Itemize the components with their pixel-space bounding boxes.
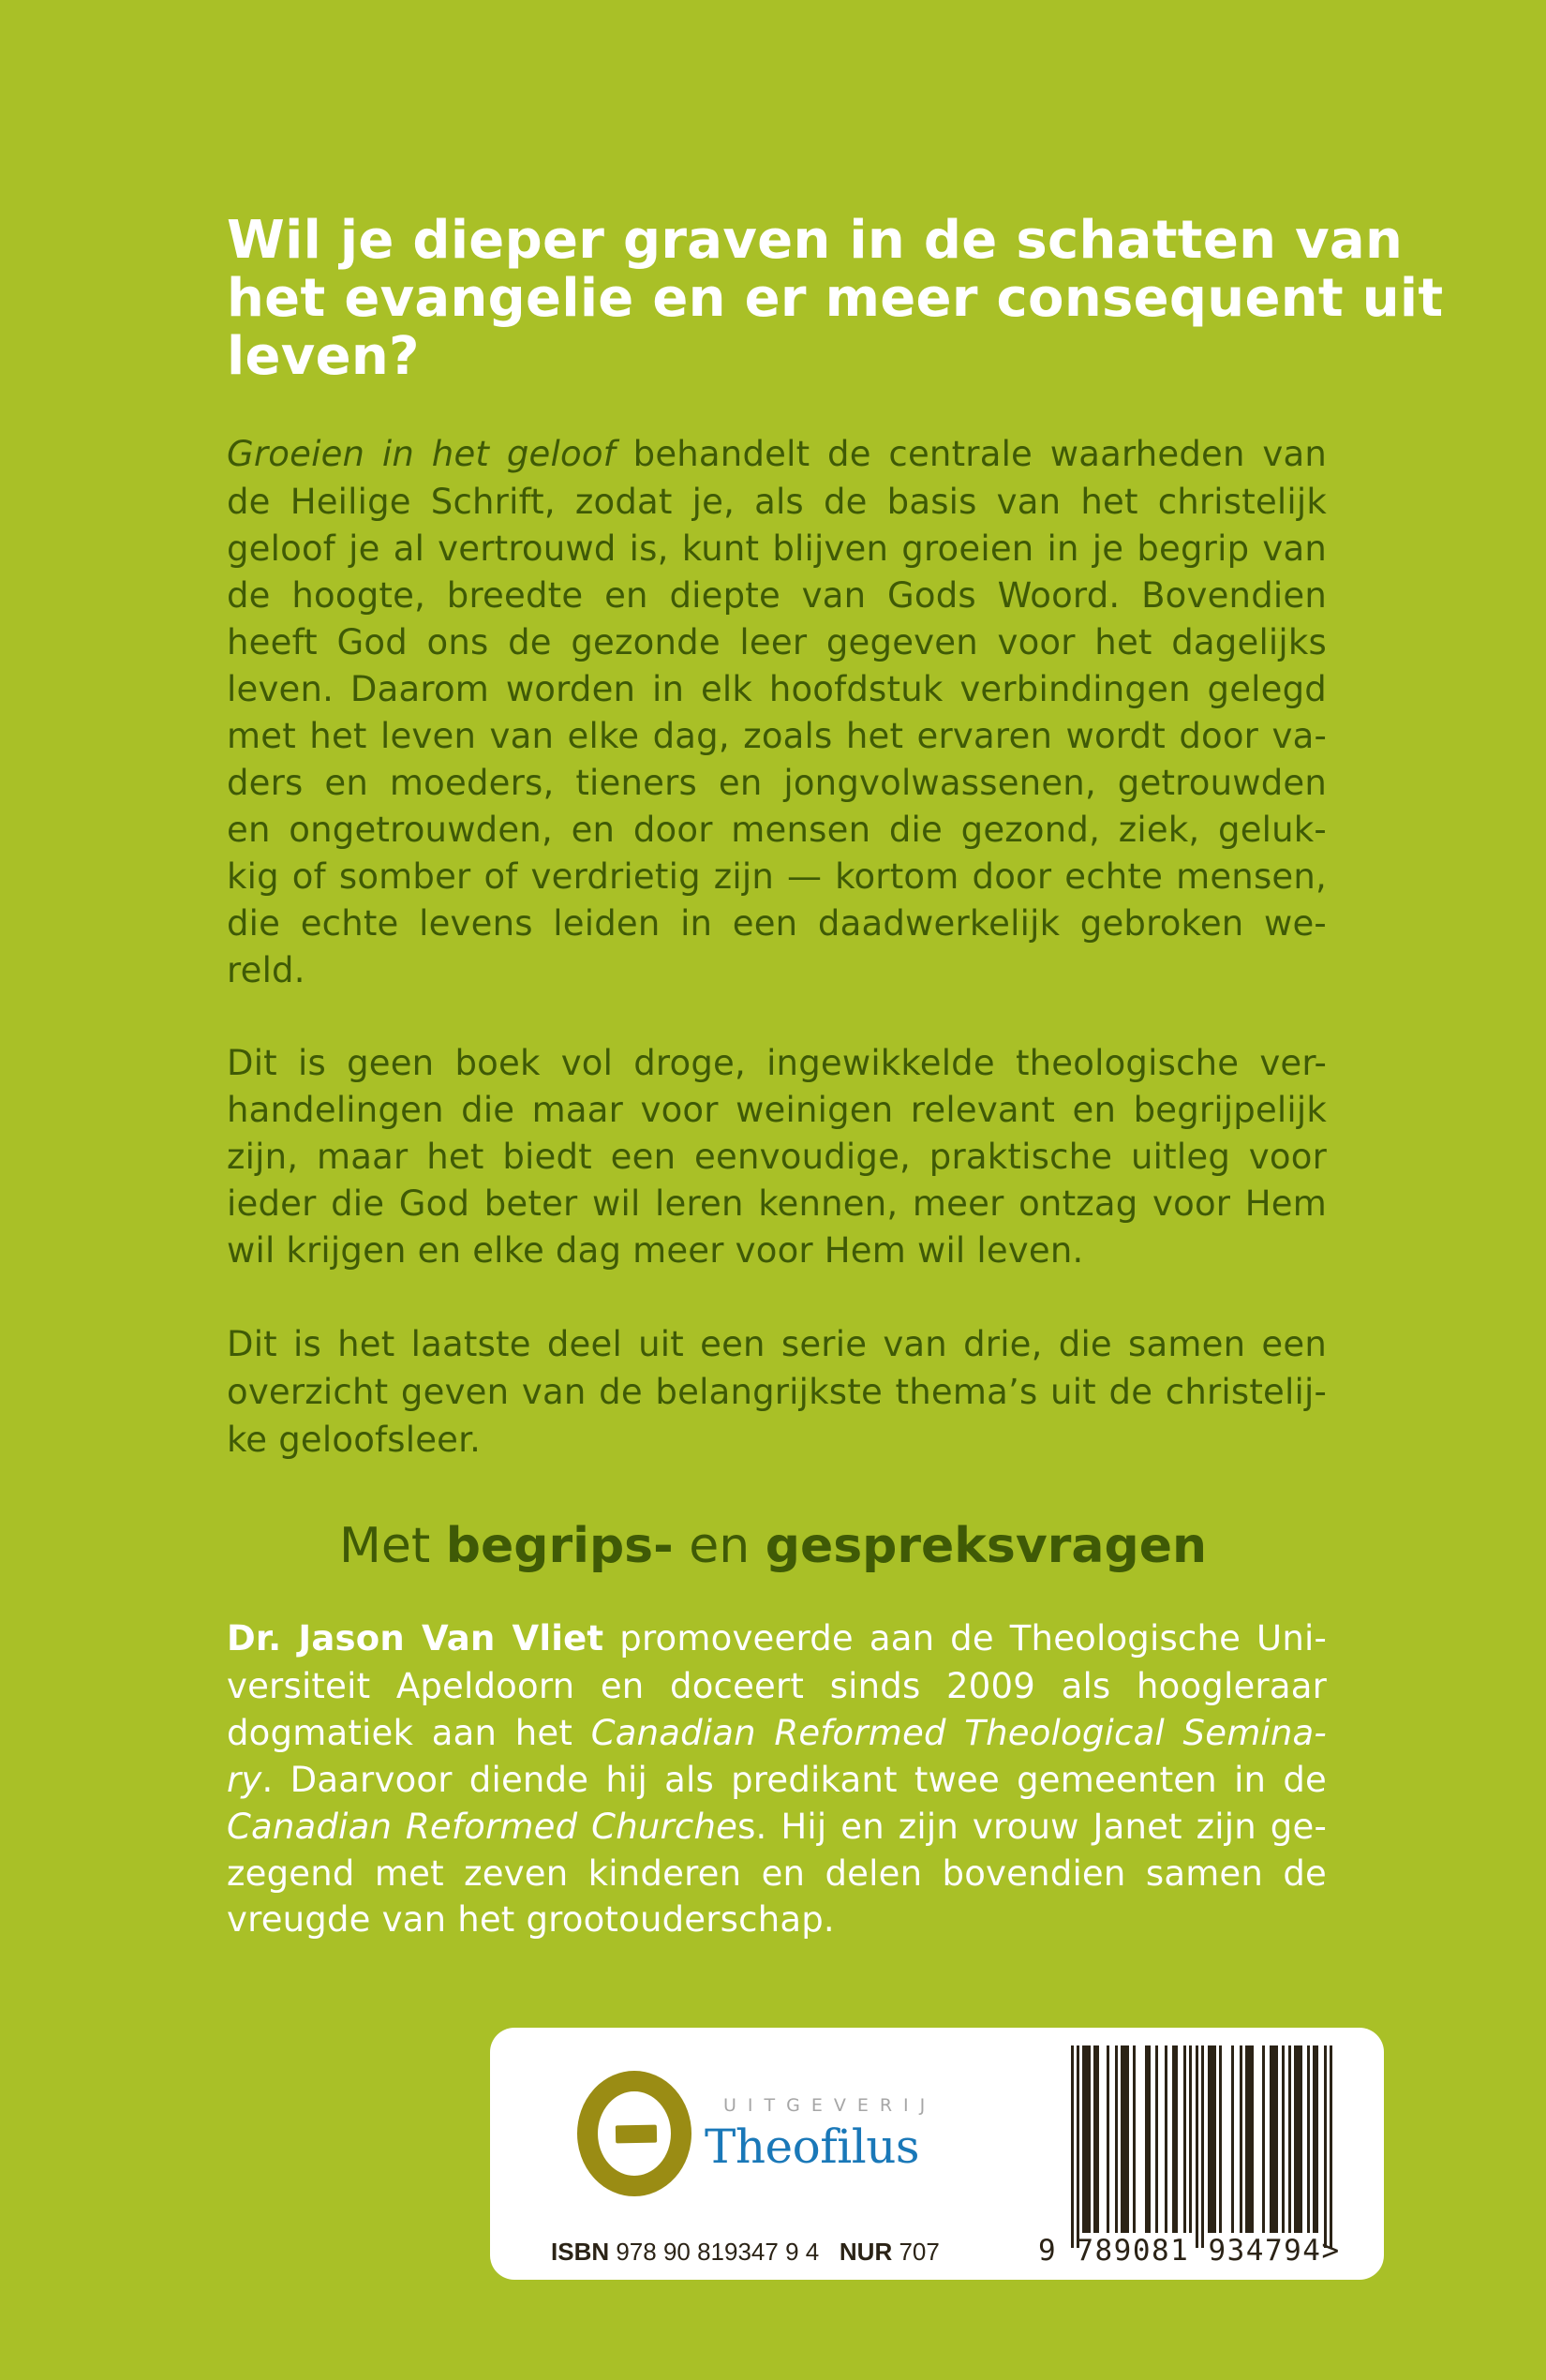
isbn-value: 978 90 819347 9 4	[609, 2238, 820, 2266]
barcode-icon	[1071, 2045, 1333, 2248]
paragraph-line: handelingen die maar voor weinigen relevant en begrijpelijk	[227, 1090, 1327, 1130]
theta-icon	[577, 2070, 691, 2197]
subheading-bold-text: begrips-	[445, 1518, 674, 1574]
headline-line-2: het evangelie en er meer consequent uit	[227, 268, 1444, 329]
paragraph-line: met het leven van elke dag, zoals het ervaren wordt door va-	[227, 716, 1327, 756]
bio-line	[227, 1710, 1327, 1757]
subheading-text: en	[673, 1518, 766, 1574]
paragraph-line: leven. Daarom worden in elk hoofdstuk verbindingen gelegd	[227, 669, 1327, 709]
headline-line-1: Wil je dieper graven in de schatten van	[227, 210, 1404, 271]
publisher-barcode-card	[490, 2028, 1384, 2280]
author-name: Dr. Jason Van Vliet	[227, 1618, 604, 1659]
bio-line	[227, 1804, 1327, 1851]
subheading-text: Met	[339, 1518, 446, 1574]
publisher-name: Theofilus	[705, 2120, 920, 2174]
paragraph-line: overzicht geven van de belangrijkste thema’s uit de christelij-	[227, 1372, 1327, 1412]
subheading	[0, 1516, 1546, 1576]
spacer	[819, 2238, 840, 2266]
paragraph-line: ke geloofsleer.	[227, 1420, 482, 1460]
isbn-label: ISBN	[551, 2238, 610, 2266]
paragraph-line: en ongetrouwden, en door mensen die gezond, ziek, geluk-	[227, 810, 1327, 850]
paragraph-line: reld.	[227, 950, 305, 990]
publisher-imprint-label: UITGEVERIJ	[723, 2095, 937, 2116]
isbn-nur-line	[551, 2238, 940, 2267]
paragraph-line: heeft God ons de gezonde leer gegeven voor het dagelijks	[227, 622, 1327, 662]
church-name-italic: Canadian Reformed Churche	[227, 1807, 738, 1847]
paragraph-line: ieder die God beter wil leren kennen, meer ontzag voor Hem	[227, 1183, 1327, 1224]
bio-text: . Daarvoor diende hij als predikant twee gemeenten in de	[261, 1760, 1327, 1800]
seminary-name-italic: Canadian Reformed Theological Semina-	[590, 1713, 1327, 1753]
bio-line: versiteit Apeldoorn en doceert sinds 2009 als hoogleraar	[227, 1666, 1327, 1706]
headline-line-3: leven?	[227, 326, 420, 387]
paragraph-line	[227, 431, 1327, 478]
bio-text: dogmatiek aan het	[227, 1713, 591, 1753]
paragraph-line: ders en moeders, tieners en jongvolwassenen, getrouwden	[227, 763, 1327, 803]
bio-text: s. Hij en zijn vrouw Janet zijn ge-	[737, 1807, 1327, 1847]
bio-line: zegend met zeven kinderen en delen bovendien samen de	[227, 1853, 1327, 1894]
bio-line	[227, 1757, 1327, 1804]
paragraph-line: kig of somber of verdrietig zijn — kortom door echte mensen,	[227, 856, 1327, 897]
paragraph-line: die echte levens leiden in een daadwerkelijk gebroken we-	[227, 903, 1327, 944]
paragraph-text: behandelt de centrale waarheden van	[615, 434, 1328, 474]
book-title-italic: Groeien in het geloof	[227, 434, 616, 474]
paragraph-line: Dit is het laatste deel uit een serie van drie, die samen een	[227, 1324, 1327, 1364]
bio-line: vreugde van het grootouderschap.	[227, 1899, 835, 1940]
barcode-number: 9 789081 934794>	[1038, 2234, 1341, 2268]
paragraph-line: de hoogte, breedte en diepte van Gods Woord. Bovendien	[227, 575, 1327, 616]
nur-label: NUR	[839, 2238, 893, 2266]
paragraph-line: zijn, maar het biedt een eenvoudige, praktische uitleg voor	[227, 1137, 1327, 1177]
paragraph-line: wil krijgen en elke dag meer voor Hem wil leven.	[227, 1230, 1084, 1271]
bio-text: promoveerde aan de Theologische Uni-	[603, 1618, 1328, 1659]
paragraph-line: Dit is geen boek vol droge, ingewikkelde theologische ver-	[227, 1043, 1327, 1083]
subheading-bold-text: gespreksvragen	[765, 1518, 1207, 1574]
nur-value: 707	[892, 2238, 940, 2266]
paragraph-line: de Heilige Schrift, zodat je, als de basis van het christelijk	[227, 482, 1327, 522]
bio-line	[227, 1615, 1327, 1662]
paragraph-line: geloof je al vertrouwd is, kunt blijven groeien in je begrip van	[227, 528, 1327, 569]
seminary-name-italic: ry	[227, 1760, 262, 1800]
